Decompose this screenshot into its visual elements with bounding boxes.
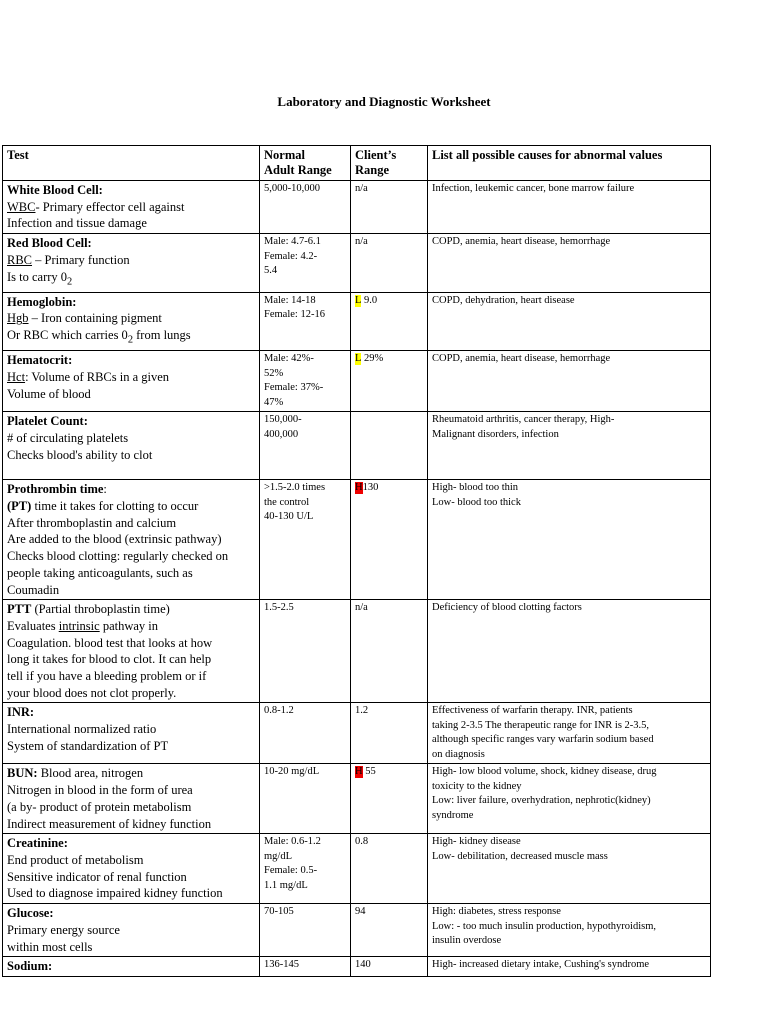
causes-cell: High: diabetes, stress response Low: - too much insulin production, hypothyroidism, insulin overdose xyxy=(428,904,711,957)
table-row-inr xyxy=(3,703,711,764)
table-row-hematocrit xyxy=(3,351,711,412)
client-value-cell: 1.2 xyxy=(351,703,428,764)
normal-range-cell: >1.5-2.0 times the control 40-130 U/L xyxy=(260,480,351,600)
causes-cell: Effectiveness of warfarin therapy. INR, patients taking 2-3.5 The therapeutic range for INR is 2-3.5, although specific ranges vary warfarin sodium based on diagnosis xyxy=(428,703,711,764)
client-value-cell: n/a xyxy=(351,600,428,703)
normal-range-cell: Male: 0.6-1.2 mg/dL Female: 0.5- 1.1 mg/dL xyxy=(260,834,351,904)
test-name: Platelet Count: xyxy=(7,414,88,429)
test-cell: Hematocrit: Hct: Volume of RBCs in a given Volume of blood xyxy=(3,351,260,412)
test-name: Red Blood Cell: xyxy=(7,236,92,251)
normal-range-cell: 70-105 xyxy=(260,904,351,957)
test-name: Hematocrit: xyxy=(7,353,73,368)
causes-cell: High- increased dietary intake, Cushing's syndrome xyxy=(428,957,711,977)
test-name: Creatinine: xyxy=(7,836,68,851)
client-value-cell: 94 xyxy=(351,904,428,957)
test-cell: Hemoglobin: Hgb – Iron containing pigment Or RBC which carries $0_2$ from lungs xyxy=(3,292,260,351)
header-test: Test xyxy=(3,146,260,181)
causes-cell: COPD, anemia, heart disease, hemorrhage xyxy=(428,351,711,412)
causes-cell: Deficiency of blood clotting factors xyxy=(428,600,711,703)
normal-range-cell: 150,000- 400,000 xyxy=(260,412,351,480)
normal-range-cell: 0.8-1.2 xyxy=(260,703,351,764)
table-row-platelet xyxy=(3,412,711,480)
table-row-creatinine xyxy=(3,834,711,904)
client-value-cell: H130 xyxy=(351,480,428,600)
header-causes: List all possible causes for abnormal values xyxy=(428,146,711,181)
test-cell: Platelet Count: # of circulating platelets Checks blood's ability to clot xyxy=(3,412,260,480)
test-name: INR: xyxy=(7,705,35,720)
client-value-cell: L 29% xyxy=(351,351,428,412)
causes-cell: Rheumatoid arthritis, cancer therapy, High- Malignant disorders, infection xyxy=(428,412,711,480)
causes-cell: COPD, dehydration, heart disease xyxy=(428,292,711,351)
normal-range-cell: Male: 4.7-6.1 Female: 4.2- 5.4 xyxy=(260,234,351,293)
test-cell: Prothrombin time: (PT) time it takes for clotting to occur After thromboplastin and calcium Are added to the blood (extrinsic pathway) Checks blood clotting: regularly checked on people taking anticoagulants, such as Coumadin xyxy=(3,480,260,600)
table-row-glucose xyxy=(3,904,711,957)
table-row-sodium xyxy=(3,957,711,977)
test-cell: Creatinine: End product of metabolism Sensitive indicator of renal function Used to diagnose impaired kidney function xyxy=(3,834,260,904)
test-cell xyxy=(3,957,260,977)
header-row xyxy=(3,146,711,181)
test-name: White Blood Cell: xyxy=(7,183,103,197)
normal-range-cell: 5,000-10,000 xyxy=(260,181,351,234)
page-title: Laboratory and Diagnostic Worksheet xyxy=(277,94,491,109)
client-value-cell: L 9.0 xyxy=(351,292,428,351)
low-flag-badge: L xyxy=(355,294,362,306)
normal-range-cell: Male: 14-18 Female: 12-16 xyxy=(260,292,351,351)
client-value-cell: n/a xyxy=(351,181,428,234)
causes-cell: High- blood too thin Low- blood too thick xyxy=(428,480,711,600)
test-name: Glucose: xyxy=(7,906,54,921)
client-value-cell: 0.8 xyxy=(351,834,428,904)
header-client-range: Client’s Range xyxy=(351,146,428,181)
causes-cell: Infection, leukemic cancer, bone marrow failure xyxy=(428,181,711,234)
table-row-hemoglobin xyxy=(3,292,711,351)
test-cell: Glucose: Primary energy source within most cells xyxy=(3,904,260,957)
client-value-cell xyxy=(351,412,428,480)
test-name: Hemoglobin: xyxy=(7,294,77,309)
high-flag-badge: H xyxy=(355,766,363,778)
test-cell: White Blood Cell: WBC- Primary effector cell against Infection and tissue damage xyxy=(3,181,260,234)
normal-range-cell: Male: 42%- 52% Female: 37%- 47% xyxy=(260,351,351,412)
test-name: BUN: xyxy=(7,766,38,781)
causes-cell: High- low blood volume, shock, kidney disease, drug toxicity to the kidney Low: liver failure, overhydration, nephrotic(kidney) syndrome xyxy=(428,764,711,834)
test-name: PTT xyxy=(7,602,32,617)
normal-range-cell: 1.5-2.5 xyxy=(260,600,351,703)
test-cell: PTT (Partial throboplastin time) Evaluates intrinsic pathway in Coagulation. blood test that looks at how long it takes for blood to clot. It can help tell if you have a bleeding problem or if your blood does not clot properly. xyxy=(3,600,260,703)
high-flag-badge: H xyxy=(355,482,363,494)
table-row-ptt xyxy=(3,600,711,703)
normal-range-cell: 136-145 xyxy=(260,957,351,977)
test-name: Sodium: xyxy=(7,959,53,974)
table-row-bun xyxy=(3,764,711,834)
client-value-cell: H 55 xyxy=(351,764,428,834)
client-value-cell: 140 xyxy=(351,957,428,977)
low-flag-badge: L xyxy=(355,353,362,365)
header-normal-range: Normal Adult Range xyxy=(260,146,351,181)
causes-cell: COPD, anemia, heart disease, hemorrhage xyxy=(428,234,711,293)
test-cell: INR: International normalized ratio System of standardization of PT xyxy=(3,703,260,764)
client-value-cell: n/a xyxy=(351,234,428,293)
table-row-prothrombin-time xyxy=(3,480,711,600)
table-row-rbc xyxy=(3,234,711,293)
test-cell: BUN: Blood area, nitrogen Nitrogen in blood in the form of urea (a by- product of protein metabolism Indirect measurement of kidney function xyxy=(3,764,260,834)
lab-worksheet-table xyxy=(2,145,711,977)
test-cell: Red Blood Cell: RBC – Primary function Is to carry $0_2$ xyxy=(3,234,260,293)
test-name: Prothrombin time xyxy=(7,482,104,497)
causes-cell: High- kidney disease Low- debilitation, decreased muscle mass xyxy=(428,834,711,904)
table-row-wbc xyxy=(3,181,711,234)
normal-range-cell: 10-20 mg/dL xyxy=(260,764,351,834)
